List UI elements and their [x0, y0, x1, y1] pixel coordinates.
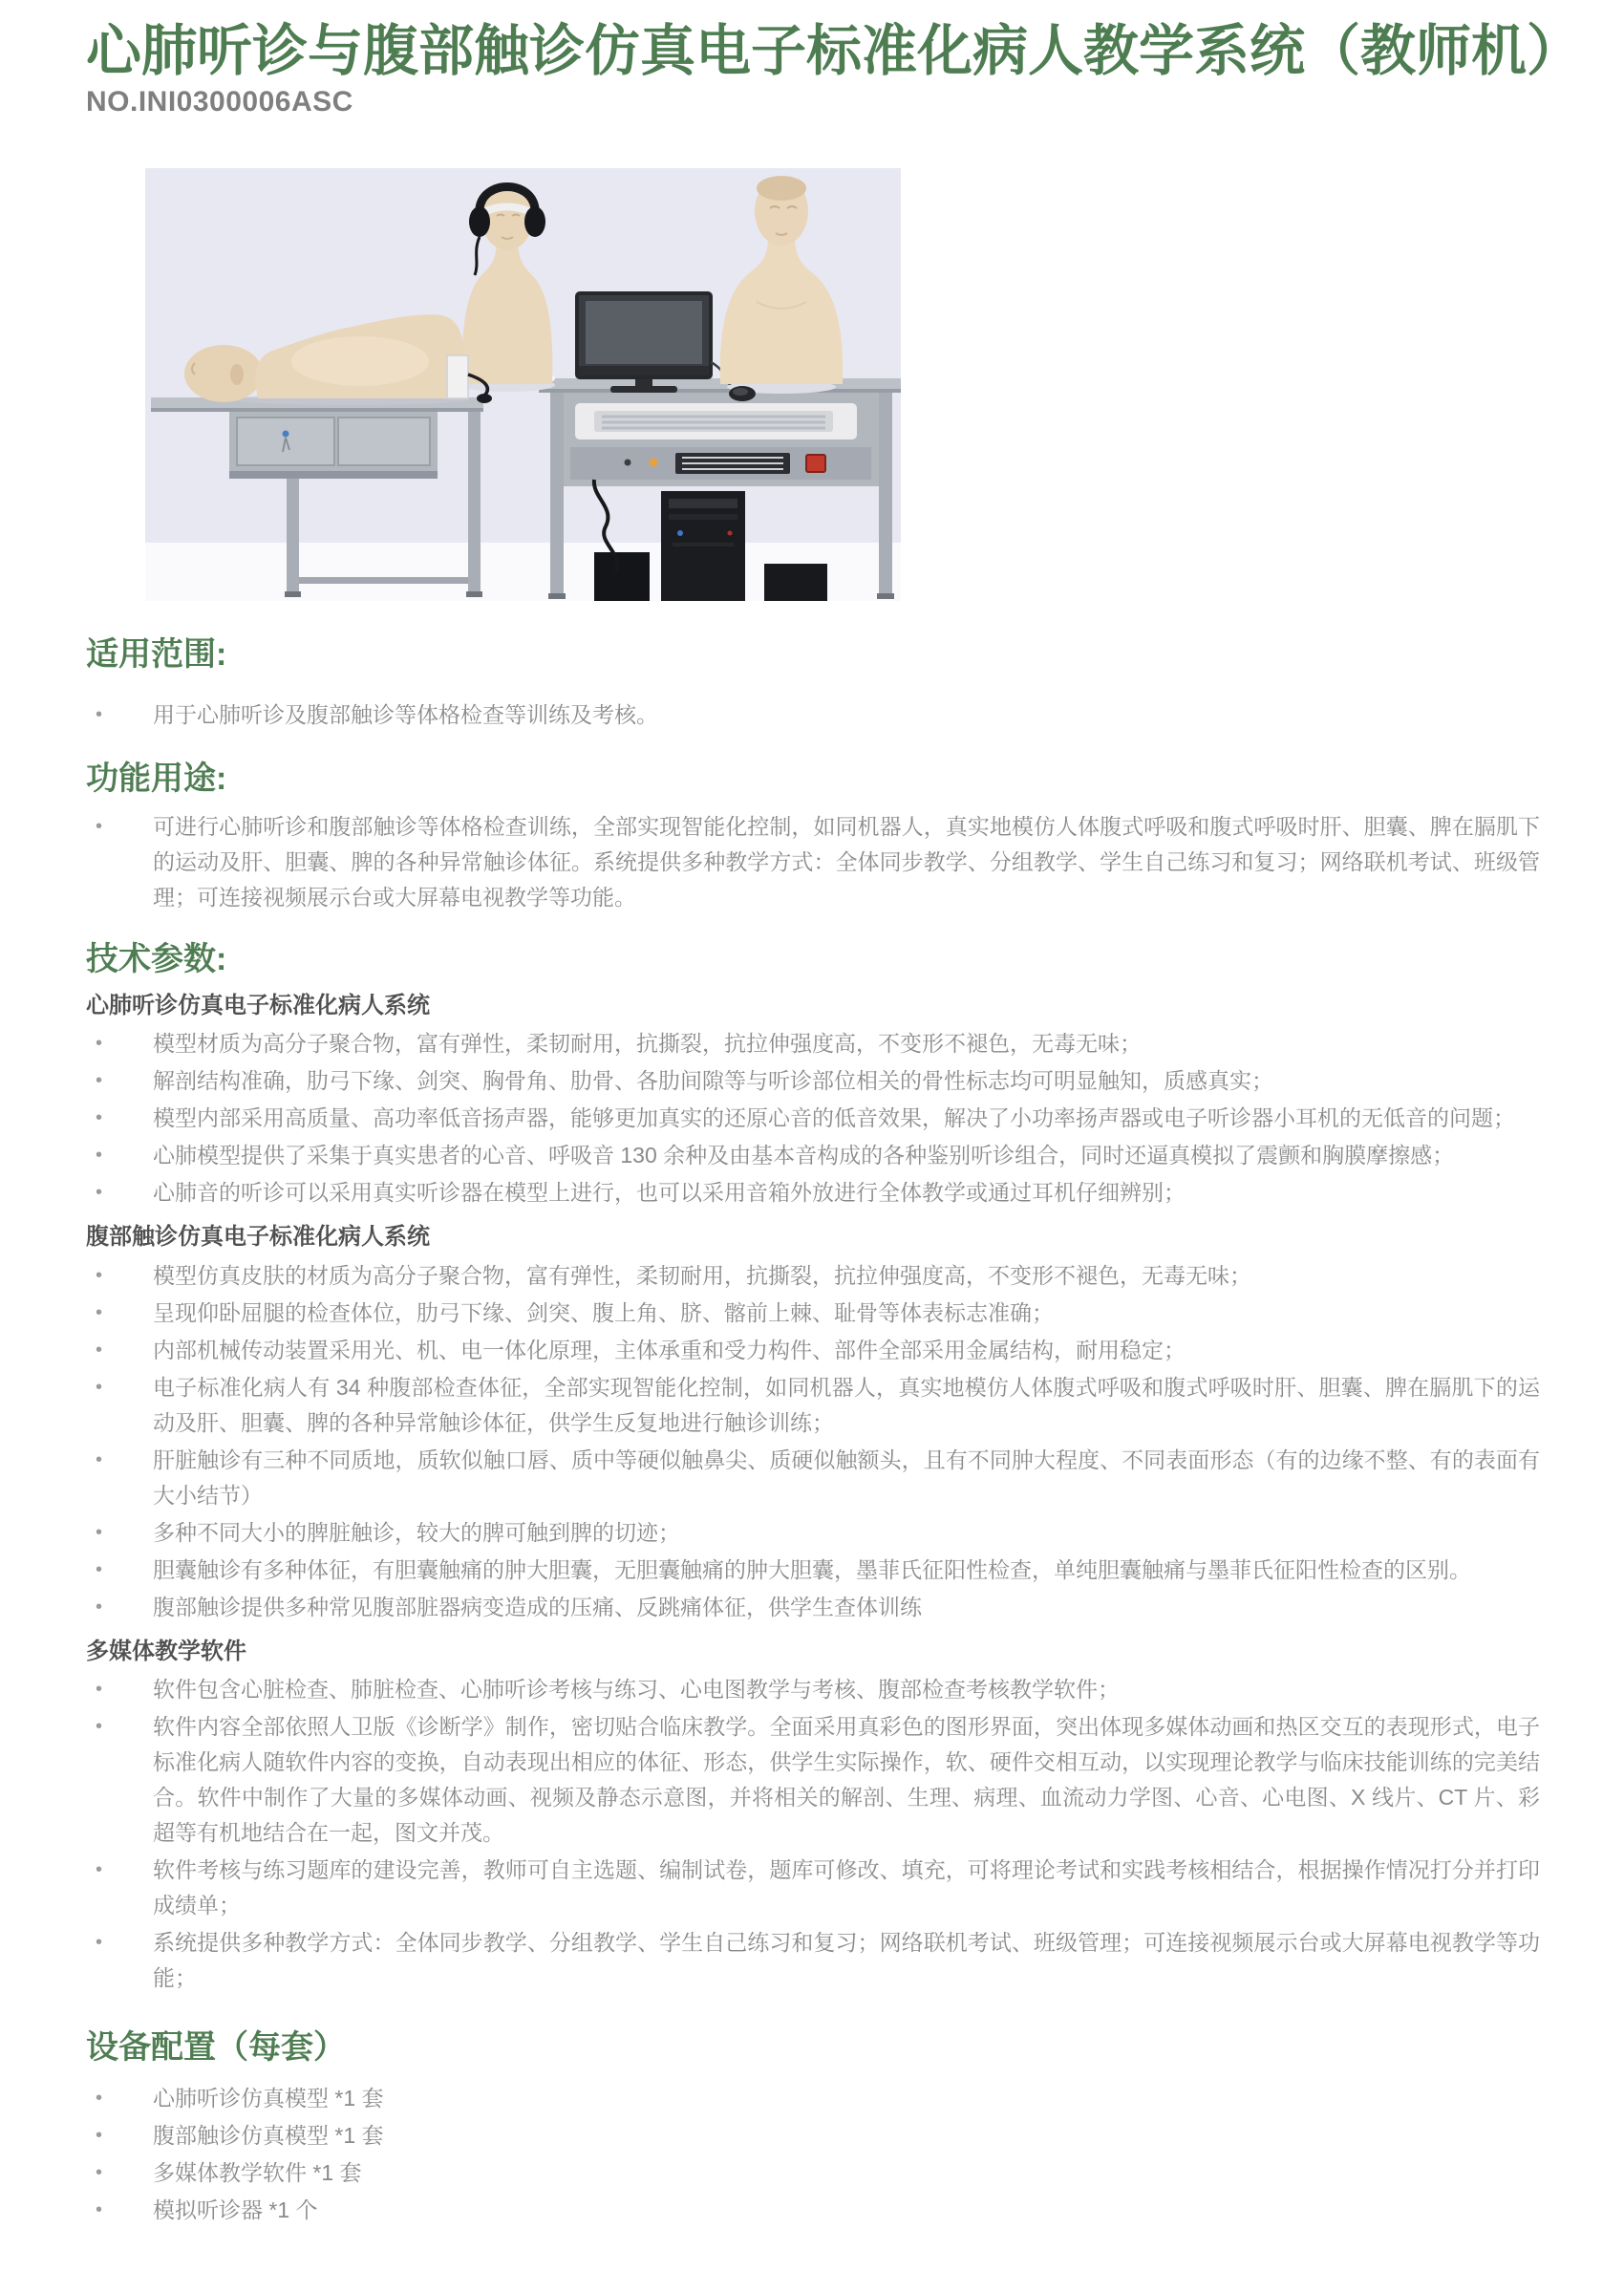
product-photo [145, 168, 901, 601]
section-equipment-heading: 设备配置（每套） [86, 2028, 346, 2066]
tech-subheading-cardiopulmonary: 心肺听诊仿真电子标准化病人系统 [86, 993, 430, 1019]
section-functions [86, 760, 1540, 916]
list-item: • 呈现仰卧屈腿的检查体位，肋弓下缘、剑突、腹上角、脐、髂前上棘、耻骨等体表标志准确； [86, 1296, 1540, 1331]
list-item: • 软件考核与练习题库的建设完善，教师可自主选题、编制试卷，题库可修改、填充，可将理论考试和实践考核相结合，根据操作情况打分并打印成绩单； [86, 1853, 1540, 1923]
speaker-box [594, 552, 650, 601]
list-item: • 模型仿真皮肤的材质为高分子聚合物，富有弹性，柔韧耐用，抗撕裂，抗拉伸强度高，不变形不褪色，无毒无味； [86, 1258, 1540, 1294]
list-item: • 心肺听诊仿真模型 *1 套 [86, 2081, 1540, 2116]
list-item: • 电子标准化病人有 34 种腹部检查体征，全部实现智能化控制，如同机器人，真实地模仿人体腹式呼吸和腹式呼吸时肝、胆囊、脾在膈肌下的运动及肝、胆囊、脾的各种异常触诊体征，供学生反复地进行触诊训练； [86, 1370, 1540, 1441]
list-item: • 多种不同大小的脾脏触诊，较大的脾可触到脾的切迹； [86, 1515, 1540, 1551]
functions-bullet-list [86, 809, 1540, 915]
tech-cardiopulmonary-bullet-list [86, 1026, 1540, 1211]
list-item: • 模拟听诊器 *1 个 [86, 2193, 1540, 2228]
auscultation-model-with-headphones [459, 185, 555, 392]
tech-subheading-multimedia: 多媒体教学软件 [86, 1638, 246, 1664]
list-item: • 用于心肺听诊及腹部触诊等体格检查等训练及考核。 [86, 697, 1540, 733]
list-item: • 模型内部采用高质量、高功率低音扬声器，能够更加真实的还原心音的低音效果，解决了小功率扬声器或电子听诊器小耳机的无低音的问题； [86, 1101, 1540, 1136]
list-item: • 肝脏触诊有三种不同质地，质软似触口唇、质中等硬似触鼻尖、质硬似触额头，且有不同肿大程度、不同表面形态（有的边缘不整、有的表面有大小结节） [86, 1443, 1540, 1513]
list-item: • 软件包含心脏检查、肺脏检查、心肺听诊考核与练习、心电图教学与考核、腹部检查考核教学软件； [86, 1672, 1540, 1707]
tech-multimedia-bullet-list [86, 1672, 1540, 1996]
list-item: • 模型材质为高分子聚合物，富有弹性，柔韧耐用，抗撕裂，抗拉伸强度高，不变形不褪色，无毒无味； [86, 1026, 1540, 1061]
model-number: NO.INI0300006ASC [86, 85, 353, 118]
section-functions-heading: 功能用途: [86, 760, 227, 797]
pc-tower [661, 491, 745, 601]
list-item: • 腹部触诊仿真模型 *1 套 [86, 2118, 1540, 2154]
tech-subheading-abdominal: 腹部触诊仿真电子标准化病人系统 [86, 1224, 430, 1251]
list-item: • 可进行心肺听诊和腹部触诊等体格检查训练，全部实现智能化控制，如同机器人，真实地模仿人体腹式呼吸和腹式呼吸时肝、胆囊、脾在膈肌下的运动及肝、胆囊、脾的各种异常触诊体征。系统提供多种教学方式：全体同步教学、分组教学、学生自己练习和复习；网络联机考试、班级管理；可连接视频展示台或大屏幕电视教学等功能。 [86, 809, 1540, 915]
list-item: • 心肺模型提供了采集于真实患者的心音、呼吸音 130 余种及由基本音构成的各种鉴别听诊组合，同时还逼真模拟了震颤和胸膜摩擦感； [86, 1138, 1540, 1173]
list-item: • 心肺音的听诊可以采用真实听诊器在模型上进行，也可以采用音箱外放进行全体教学或通过耳机仔细辨别； [86, 1175, 1540, 1211]
list-item: • 多媒体教学软件 *1 套 [86, 2155, 1540, 2191]
list-item: • 胆囊触诊有多种体征，有胆囊触痛的肿大胆囊，无胆囊触痛的肿大胆囊，墨菲氏征阳性检查，单纯胆囊触痛与墨菲氏征阳性检查的区别。 [86, 1553, 1540, 1588]
list-item: • 腹部触诊提供多种常见腹部脏器病变造成的压痛、反跳痛体征，供学生查体训练 [86, 1590, 1540, 1625]
list-item: • 系统提供多种教学方式：全体同步教学、分组教学、学生自己练习和复习；网络联机考试、班级管理；可连接视频展示台或大屏幕电视教学等功能； [86, 1925, 1540, 1996]
list-item: • 解剖结构准确，肋弓下缘、剑突、胸骨角、肋骨、各肋间隙等与听诊部位相关的骨性标志均可明显触知，质感真实； [86, 1063, 1540, 1099]
computer-mouse [729, 386, 756, 401]
list-item: • 内部机械传动装置采用光、机、电一体化原理，主体承重和受力构件、部件全部采用金属结构，耐用稳定； [86, 1333, 1540, 1368]
page-title: 心肺听诊与腹部触诊仿真电子标准化病人教学系统（教师机） [86, 20, 1583, 82]
section-tech-heading: 技术参数: [86, 941, 227, 978]
scope-bullet-list [86, 697, 1540, 733]
equipment-bullet-list [86, 2081, 1540, 2228]
list-item: • 软件内容全部依照人卫版《诊断学》制作，密切贴合临床教学。全面采用真彩色的图形界面，突出体现多媒体动画和热区交互的表现形式，电子标准化病人随软件内容的变换，自动表现出相应的体征、形态，供学生实际操作，软、硬件交相互动，以实现理论教学与临床技能训练的完美结合。软件中制作了大量的多媒体动画、视频及静态示意图，并将相关的解剖、生理、病理、血流动力学图、心音、心电图、X 线片、CT 片、彩超等有机地结合在一起，图文并茂。 [86, 1709, 1540, 1851]
section-scope [86, 635, 1540, 733]
section-scope-heading: 适用范围: [86, 635, 227, 673]
section-tech-parameters [86, 940, 1540, 1995]
section-equipment [86, 2028, 1540, 2228]
product-photo-illustration [145, 168, 901, 601]
tech-abdominal-bullet-list [86, 1258, 1540, 1625]
speaker-box-2 [764, 564, 827, 601]
